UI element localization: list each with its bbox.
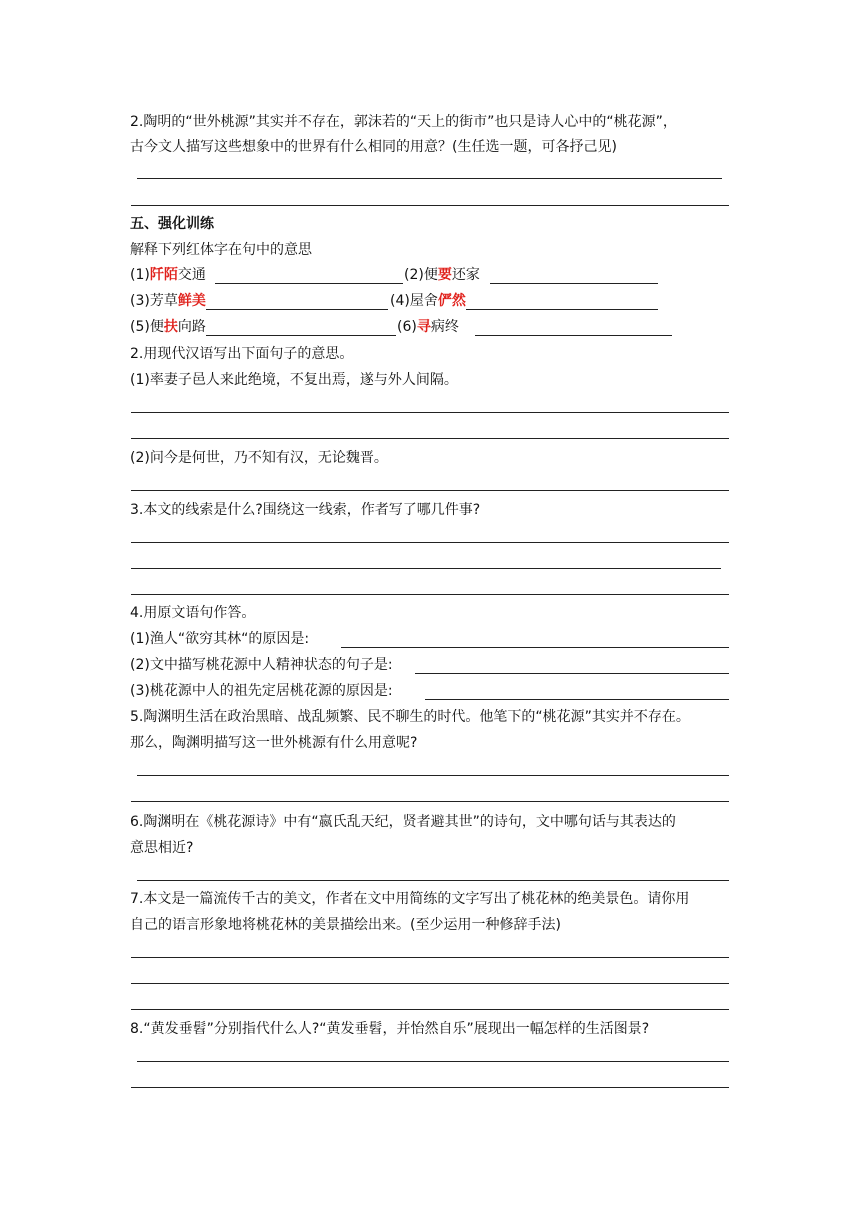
vocab-answer-line-2[interactable] xyxy=(490,283,658,284)
answer-line[interactable] xyxy=(137,1061,729,1062)
answer-line[interactable] xyxy=(425,699,729,700)
vocab-answer-line-3[interactable] xyxy=(206,309,388,310)
answer-line[interactable] xyxy=(131,1087,729,1088)
vocab-item-5: (5)便扶向路 xyxy=(130,319,206,335)
section-instruction: 解释下列红体字在句中的意思 xyxy=(130,242,312,258)
answer-line[interactable] xyxy=(131,205,729,206)
answer-line[interactable] xyxy=(137,178,722,179)
vocab-item-3: (3)芳草鲜美 xyxy=(130,293,206,309)
vocab-item-2: (2)便要还家 xyxy=(404,267,480,283)
answer-line[interactable] xyxy=(131,983,729,984)
answer-line[interactable] xyxy=(131,490,729,491)
q4-item-1: (1)渔人“欲穷其林“的原因是: xyxy=(130,631,310,647)
answer-line[interactable] xyxy=(131,542,729,543)
q4-title: 4.用原文语句作答。 xyxy=(130,605,256,621)
answer-line[interactable] xyxy=(131,412,729,413)
vocab-answer-line-1[interactable] xyxy=(215,283,403,284)
answer-line[interactable] xyxy=(131,957,729,958)
q2-sentence-1: (1)率妻子邑人来此绝境，不复出焉，遂与外人间隔。 xyxy=(130,372,458,388)
q5-line1: 5.陶渊明生活在政治黑暗、战乱频繁、民不聊生的时代。他笔下的“桃花源”其实并不存在。 xyxy=(130,709,690,725)
answer-line[interactable] xyxy=(131,568,721,569)
vocab-item-4: (4)屋舍俨然 xyxy=(390,293,466,309)
q2-title: 2.用现代汉语写出下面句子的意思。 xyxy=(130,346,354,362)
q4-item-3: (3)桃花源中人的祖先定居桃花源的原因是: xyxy=(130,683,393,699)
vocab-item-6: (6)寻病终 xyxy=(397,319,459,335)
q6-line2: 意思相近? xyxy=(130,840,194,856)
q7-line1: 7.本文是一篇流传千古的美文，作者在文中用简练的文字写出了桃花林的绝美景色。请你用 xyxy=(130,891,690,907)
answer-line[interactable] xyxy=(131,594,729,595)
vocab-item-1: (1)阡陌交通 xyxy=(130,267,206,283)
answer-line[interactable] xyxy=(131,438,729,439)
answer-line[interactable] xyxy=(131,1009,729,1010)
answer-line[interactable] xyxy=(137,775,729,776)
q8-line1: 8.“黄发垂髫”分别指代什么人?“黄发垂髫，并怡然自乐”展现出一幅怎样的生活图景? xyxy=(130,1021,650,1037)
answer-line[interactable] xyxy=(415,673,729,674)
answer-line[interactable] xyxy=(131,801,729,802)
q6-line1: 6.陶渊明在《桃花源诗》中有“嬴氏乱天纪，贤者避其世”的诗句，文中哪句话与其表达的 xyxy=(130,814,676,830)
answer-line[interactable] xyxy=(137,880,729,881)
vocab-answer-line-5[interactable] xyxy=(206,335,396,336)
q7-line2: 自己的语言形象地将桃花林的美景描绘出来。(至少运用一种修辞手法) xyxy=(130,917,561,933)
q4-item-2: (2)文中描写桃花源中人精神状态的句子是: xyxy=(130,657,393,673)
section-title: 五、强化训练 xyxy=(130,216,214,232)
q2-top-line2: 古今文人描写这些想象中的世界有什么相同的用意？(生任选一题，可各抒己见) xyxy=(130,139,617,155)
q2-top-line1: 2.陶明的“世外桃源”其实并不存在，郭沫若的“天上的街市”也只是诗人心中的“桃花源”， xyxy=(130,114,677,130)
vocab-answer-line-6[interactable] xyxy=(475,335,672,336)
q5-line2: 那么，陶渊明描写这一世外桃源有什么用意呢? xyxy=(130,735,418,751)
q3-text: 3.本文的线索是什么?围绕这一线索，作者写了哪几件事? xyxy=(130,502,481,518)
vocab-answer-line-4[interactable] xyxy=(466,309,658,310)
answer-line[interactable] xyxy=(341,647,729,648)
q2-sentence-2: (2)问今是何世，乃不知有汉，无论魏晋。 xyxy=(130,450,388,466)
